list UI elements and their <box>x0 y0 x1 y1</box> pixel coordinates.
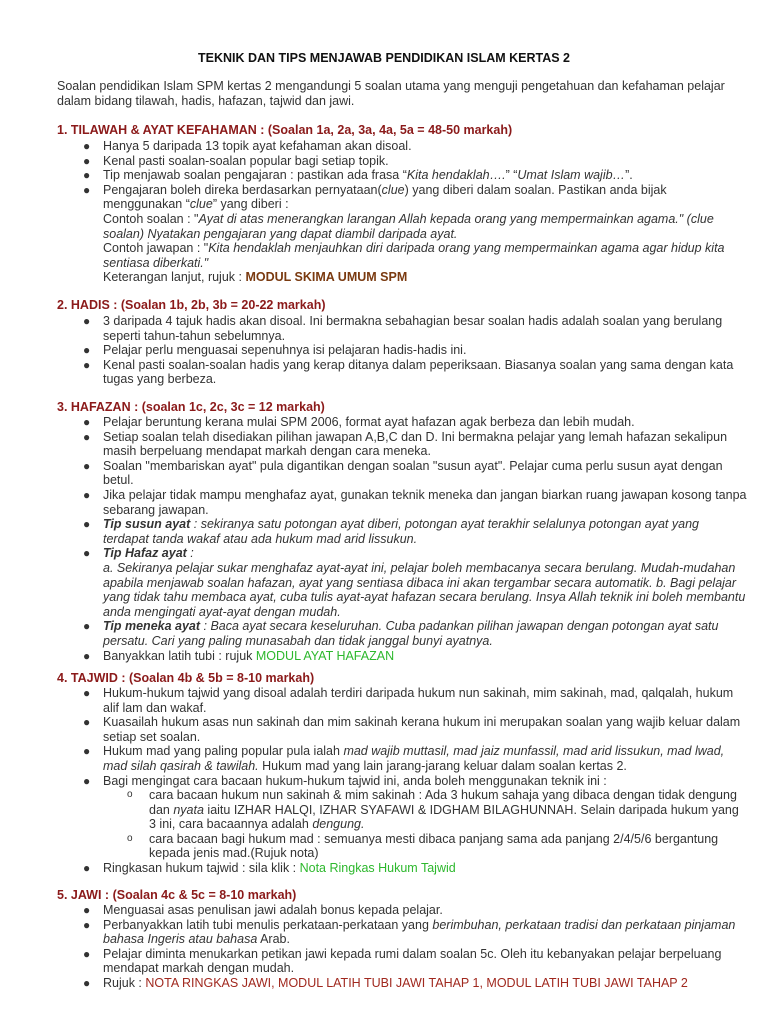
example-answer: Contoh jawapan : "Kita hendaklah menjauhkan diri daripada orang yang mempermainkan agama agar hidup kita sentiasa diberkati." <box>103 241 725 270</box>
section-tajwid-list <box>81 686 747 788</box>
bullet-icon: ● <box>83 429 91 444</box>
list-item: ● Jika pelajar tidak mampu menghafaz ayat, gunakan teknik meneka dan jangan biarkan ruang jawapan kosong tanpa sebarang jawapan. <box>83 487 747 517</box>
bullet-icon: ● <box>83 975 91 990</box>
bullet-icon: ● <box>83 773 91 788</box>
link-modul-ayat-hafazan[interactable]: MODUL AYAT HAFAZAN <box>255 648 395 663</box>
list-item: ● Tip meneka ayat : Baca ayat secara keseluruhan. Cuba padankan pilihan jawapan dengan potongan ayat satu persatu. Cari yang paling munasabah dan tidak janggal bunyi ayatnya. <box>83 619 719 648</box>
bullet-icon: ● <box>83 861 91 875</box>
section-heading-tilawah: 1. TILAWAH & AYAT KEFAHAMAN : (Soalan 1a, 2a, 3a, 4a, 5a = 48-50 markah) <box>57 123 513 137</box>
sub-list-item: o cara bacaan bagi hukum mad : semuanya mesti dibaca panjang sama ada panjang 2/4/5/6 bergantung kepada jenis mad.(Rujuk nota) <box>127 831 719 861</box>
bullet-icon: ● <box>83 139 91 153</box>
link-nota-jawi[interactable]: NOTA RINGKAS JAWI, MODUL LATIH TUBI JAWI TAHAP 1, MODUL LATIH TUBI JAWI TAHAP 2 <box>145 975 688 990</box>
list-item: ● Soalan "membariskan ayat" pula digantikan dengan soalan "susun ayat". Pelajar cuma perlu susun ayat dengan betul. <box>83 458 723 488</box>
bullet-icon: ● <box>83 946 91 961</box>
list-item: ● Kenal pasti soalan-soalan popular bagi setiap topik. <box>83 153 389 168</box>
bullet-icon: ● <box>83 917 91 932</box>
bullet-icon: ● <box>83 517 91 532</box>
bullet-icon: ● <box>83 415 91 429</box>
bullet-icon: ● <box>83 903 91 917</box>
list-item: ● Kuasailah hukum asas nun sakinah dan mim sakinah kerana hukum ini merupakan soalan yang wajib keluar dalam setiap set soalan. <box>83 715 741 744</box>
link-nota-ringkas-tajwid[interactable]: Nota Ringkas Hukum Tajwid <box>299 861 456 875</box>
bullet-icon: ● <box>83 357 91 372</box>
section-jawi-list <box>81 903 747 991</box>
list-item: ● Banyakkan latih tubi : rujuk MODUL AYAT HAFAZAN <box>83 648 395 663</box>
list-item: ● Tip Hafaz ayat : a. Sekiranya pelajar sukar menghafaz ayat-ayat ini, pelajar boleh membacanya secara berulang. Mudah-mudahan apabila menjawab soalan hafazan, ayat yang sentiasa dibaca ini akan tergambar secara automatik. b. Bagi pelajar yang tidak tahu membaca ayat, cuba tulis ayat-ayat hafazan secara berulang. Insya Allah teknik ini boleh membantu anda mengingati ayat-ayat dengan mudah. <box>83 546 746 619</box>
reference-line: Keterangan lanjut, rujuk : MODUL SKIMA UMUM SPM <box>103 270 408 285</box>
bullet-icon: ● <box>83 546 91 561</box>
circle-bullet-icon: o <box>127 832 133 844</box>
list-item: ● Rujuk : NOTA RINGKAS JAWI, MODUL LATIH TUBI JAWI TAHAP 1, MODUL LATIH TUBI JAWI TAHAP 2 <box>83 975 688 990</box>
bullet-icon: ● <box>83 343 91 358</box>
bullet-icon: ● <box>83 619 91 634</box>
list-item: ● Hanya 5 daripada 13 topik ayat kefahaman akan disoal. <box>83 139 412 153</box>
list-item: ● Pelajar perlu menguasai sepenuhnya isi pelajaran hadis-hadis ini. <box>83 343 467 358</box>
list-item: ● Hukum mad yang paling popular pula ialah mad wajib muttasil, mad jaiz munfassil, mad arid lissukun, mad lwad, mad silah qasirah & tawilah. Hukum mad yang lain jarang-jarang keluar dalam soalan kertas 2. <box>83 744 725 773</box>
list-item: ● Hukum-hukum tajwid yang disoal adalah terdiri daripada hukum nun sakinah, mim sakinah, mad, qalqalah, hukum alif lam dan wakaf. <box>83 686 734 715</box>
section-heading-hadis: 2. HADIS : (Soalan 1b, 2b, 3b = 20-22 markah) <box>57 298 326 312</box>
list-item: ● Pelajar diminta menukarkan petikan jawi kepada rumi dalam soalan 5c. Oleh itu kebanyakan pelajar berpeluang mendapat markah dengan mudah. <box>83 946 722 976</box>
list-item: ● Pengajaran boleh direka berdasarkan pernyataan(clue) yang diberi dalam soalan. Pastikan anda bijak menggunakan “clue” yang diberi : Contoh soalan : "Ayat di atas menerangkan larangan Allah kepada orang yang mempermainkan agama." (clue soalan) Nyatakan pengajaran yang dapat diambil daripada ayat. Contoh jawapan : "Kita hendaklah menjauhkan diri daripada orang yang mempermainkan agama agar hidup kita sentiasa diberkati." Keterangan lanjut, rujuk : MODUL SKIMA UMUM SPM <box>81 183 747 285</box>
section-hadis-list <box>81 314 747 387</box>
section-tajwid-sublist <box>81 788 747 861</box>
section-heading-hafazan: 3. HAFAZAN : (soalan 1c, 2c, 3c = 12 markah) <box>57 400 325 414</box>
bullet-icon: ● <box>83 744 91 759</box>
bullet-icon: ● <box>83 182 91 197</box>
bullet-icon: ● <box>83 458 91 473</box>
page-title: TEKNIK DAN TIPS MENJAWAB PENDIDIKAN ISLAM KERTAS 2 <box>197 51 570 65</box>
list-item: ● Ringkasan hukum tajwid : sila klik : Nota Ringkas Hukum Tajwid <box>83 861 456 875</box>
list-item: ● Tip menjawab soalan pengajaran : pastikan ada frasa “Kita hendaklah….” “Umat Islam wajib…”. <box>83 168 633 183</box>
list-item: ● Setiap soalan telah disediakan pilihan jawapan A,B,C dan D. Ini bermakna pelajar yang lemah hafazan sekalipun masih berpeluang mendapat markah dengan cara meneka. <box>83 429 728 459</box>
list-item: ● Tip susun ayat : sekiranya satu potongan ayat diberi, potongan ayat terakhir selalunya potongan ayat yang terdapat tanda wakaf atau ada hukum mad arid lissukun. <box>83 517 699 546</box>
example-question: Contoh soalan : "Ayat di atas menerangkan larangan Allah kepada orang yang mempermainkan agama." (clue soalan) Nyatakan pengajaran yang dapat diambil daripada ayat. <box>103 211 714 241</box>
bullet-icon: ● <box>83 487 91 502</box>
list-item: ● Kenal pasti soalan-soalan hadis yang kerap ditanya dalam peperiksaan. Biasanya soalan yang sama dengan kata tugas yang berbeza. <box>83 357 734 387</box>
section-heading-tajwid: 4. TAJWID : (Soalan 4b & 5b = 8-10 markah) <box>57 671 315 685</box>
section-tajwid-summary <box>81 861 747 876</box>
list-item: ● Pelajar beruntung kerana mulai SPM 2006, format ayat hafazan agak berbeza dan lebih mudah. <box>83 415 635 429</box>
bullet-icon: ● <box>83 648 91 663</box>
section-hafazan-list <box>81 415 747 663</box>
list-item: ● 3 daripada 4 tajuk hadis akan disoal. Ini bermakna sebahagian besar soalan hadis adalah soalan yang berulang seperti tahun-tahun sebelumnya. <box>83 314 723 343</box>
sub-list-item: o cara bacaan hukum nun sakinah & mim sakinah : Ada 3 hukum sahaja yang dibaca dengan tidak dengung dan nyata iaitu IZHAR HALQI, IZHAR SYAFAWI & IDGHAM BILAGHUNNAH. Selain daripada hukum yang 3 ini, cara bacaannya adalah dengung. <box>127 788 739 832</box>
list-item: ● Perbanyakkan latih tubi menulis perkataan-perkataan yang berimbuhan, perkataan tradisi dan perkataan pinjaman bahasa Ingeris atau bahasa Arab. <box>83 917 736 947</box>
link-modul-skima[interactable]: MODUL SKIMA UMUM SPM <box>245 270 408 285</box>
list-item: ● Bagi mengingat cara bacaan hukum-hukum tajwid ini, anda boleh menggunakan teknik ini : <box>83 773 607 788</box>
section-heading-jawi: 5. JAWI : (Soalan 4c & 5c = 8-10 markah) <box>57 888 297 902</box>
bullet-icon: ● <box>83 715 91 730</box>
circle-bullet-icon: o <box>127 789 133 800</box>
intro-paragraph: Soalan pendidikan Islam SPM kertas 2 mengandungi 5 soalan utama yang menguji pengetahuan dan kefahaman pelajar dalam bidang tilawah, hadis, hafazan, tajwid dan jawi. <box>57 79 725 108</box>
bullet-icon: ● <box>83 314 91 328</box>
bullet-icon: ● <box>83 168 91 183</box>
bullet-icon: ● <box>83 153 91 168</box>
section-tilawah-list <box>81 139 747 285</box>
list-item: ● Menguasai asas penulisan jawi adalah bonus kepada pelajar. <box>83 903 443 917</box>
bullet-icon: ● <box>83 686 91 700</box>
